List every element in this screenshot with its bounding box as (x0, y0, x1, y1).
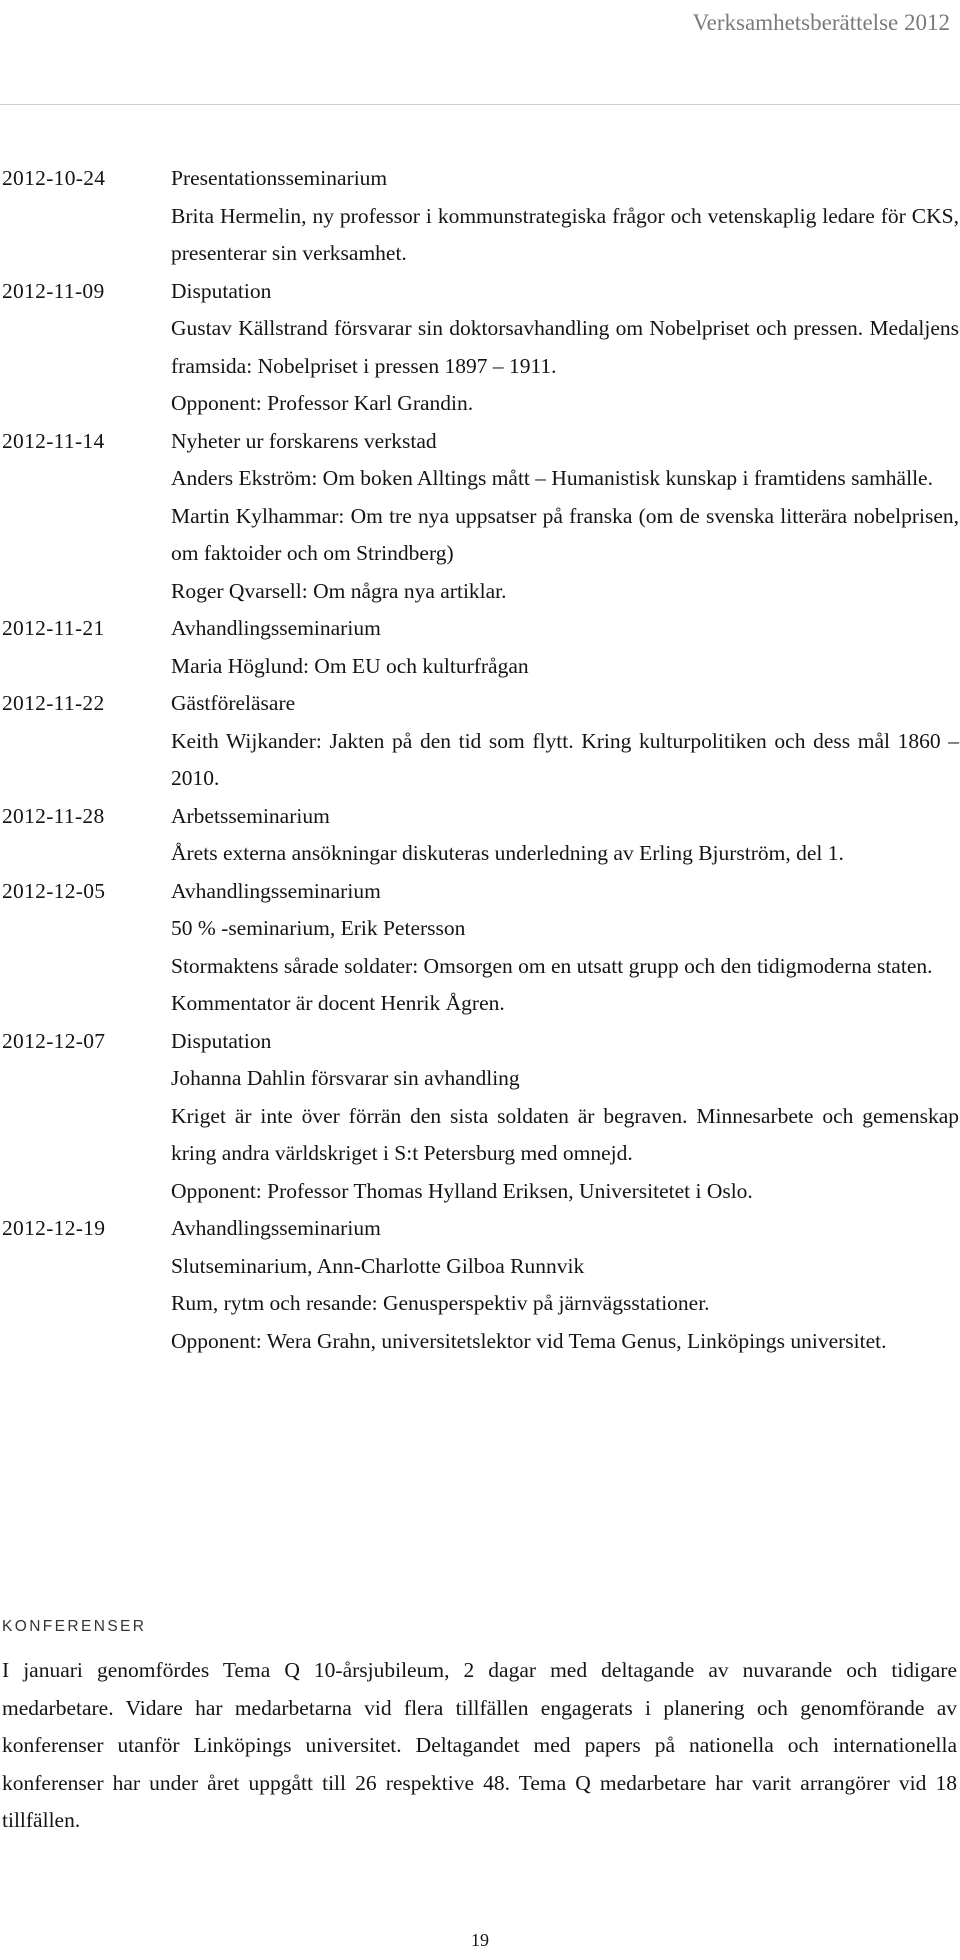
event-title: Avhandlingsseminarium (171, 616, 381, 640)
event-title: Disputation (171, 278, 272, 303)
event-body (171, 610, 959, 685)
event-item (0, 160, 960, 273)
event-line: Stormaktens sårade soldater: Omsorgen om en utsatt grupp och den tidigmoderna staten. (171, 953, 933, 978)
event-date: 2012-10-24 (2, 166, 106, 190)
konferenser-section (2, 1618, 957, 1840)
running-header-title: Verksamhetsberättelse 2012 (692, 10, 950, 35)
event-title: Disputation (171, 1028, 272, 1053)
event-date: 2012-12-19 (2, 1216, 106, 1240)
event-date: 2012-12-05 (2, 878, 106, 903)
event-body (171, 798, 959, 873)
event-title: Presentationsseminarium (171, 166, 388, 190)
event-item (0, 610, 960, 685)
header-divider (0, 104, 960, 105)
event-body (171, 1023, 959, 1211)
event-line: Keith Wijkander: Jakten på den tid som flytt. Kring kulturpolitiken och dess mål 1860 – 2010. (171, 728, 959, 790)
event-title: Arbetsseminarium (171, 803, 330, 828)
event-item (0, 273, 960, 423)
event-line: 50 % -seminarium, Erik Petersson (171, 916, 466, 940)
event-item (0, 1023, 960, 1211)
event-line: Rum, rytm och resande: Genusperspektiv på järnvägsstationer. (171, 1291, 710, 1315)
event-line: Gustav Källstrand försvarar sin doktorsavhandling om Nobelpriset och pressen. Medaljens framsida: Nobelpriset i pressen 1897 – 1911. (171, 316, 959, 378)
event-body (171, 423, 959, 611)
event-line: Johanna Dahlin försvarar sin avhandling (171, 1066, 520, 1090)
section-heading: KONFERENSER (2, 1618, 147, 1635)
event-item (0, 1210, 960, 1360)
event-line: Brita Hermelin, ny professor i kommunstrategiska frågor och vetenskaplig ledare för CKS, presenterar sin verksamhet. (171, 203, 959, 265)
event-date: 2012-11-21 (2, 616, 105, 640)
event-title: Avhandlingsseminarium (171, 878, 381, 903)
event-item (0, 873, 960, 1023)
event-line: Opponent: Wera Grahn, universitetslektor vid Tema Genus, Linköpings universitet. (171, 1328, 887, 1353)
event-body (171, 873, 959, 1023)
event-date: 2012-11-09 (2, 278, 105, 303)
page-number: 19 (471, 1930, 489, 1950)
event-item (0, 423, 960, 611)
event-item (0, 798, 960, 873)
event-line: Anders Ekström: Om boken Alltings mått – Humanistisk kunskap i framtidens samhälle. (171, 466, 933, 490)
event-list (0, 160, 960, 1360)
event-line: Maria Höglund: Om EU och kulturfrågan (171, 653, 529, 678)
event-line: Opponent: Professor Thomas Hylland Eriksen, Universitetet i Oslo. (171, 1178, 753, 1203)
event-date: 2012-11-22 (2, 691, 105, 715)
event-line: Roger Qvarsell: Om några nya artiklar. (171, 578, 507, 603)
event-body (171, 685, 959, 798)
section-paragraph: I januari genomfördes Tema Q 10-årsjubileum, 2 dagar med deltagande av nuvarande och tidigare medarbetare. Vidare har medarbetarna vid flera tillfällen engagerats i planering och genomförande av konferenser utanför Linköpings universitet. Deltagandet med papers på nationella och internationella konferenser har under året uppgått till 26 respektive 48. Tema Q medarbetare har varit arrangörer vid 18 tillfällen. (2, 1658, 957, 1832)
event-line: Kommentator är docent Henrik Ågren. (171, 991, 505, 1015)
event-date: 2012-11-28 (2, 803, 105, 828)
event-body (171, 273, 959, 423)
event-item (0, 685, 960, 798)
event-title: Nyheter ur forskarens verkstad (171, 428, 437, 453)
event-title: Gästföreläsare (171, 691, 296, 715)
event-title: Avhandlingsseminarium (171, 1216, 381, 1240)
event-body (171, 160, 959, 273)
event-body (171, 1210, 959, 1360)
event-line: Opponent: Professor Karl Grandin. (171, 391, 474, 415)
event-line: Martin Kylhammar: Om tre nya uppsatser på franska (om de svenska litterära nobelprisen, om faktoider och om Strindberg) (171, 503, 959, 565)
event-line: Årets externa ansökningar diskuteras underledning av Erling Bjurström, del 1. (171, 841, 844, 865)
event-line: Kriget är inte över förrän den sista soldaten är begraven. Minnesarbete och gemenskap kring andra världskriget i S:t Petersburg med omnejd. (171, 1103, 959, 1165)
event-line: Slutseminarium, Ann-Charlotte Gilboa Runnvik (171, 1253, 585, 1278)
event-date: 2012-12-07 (2, 1028, 106, 1053)
event-date: 2012-11-14 (2, 428, 105, 453)
